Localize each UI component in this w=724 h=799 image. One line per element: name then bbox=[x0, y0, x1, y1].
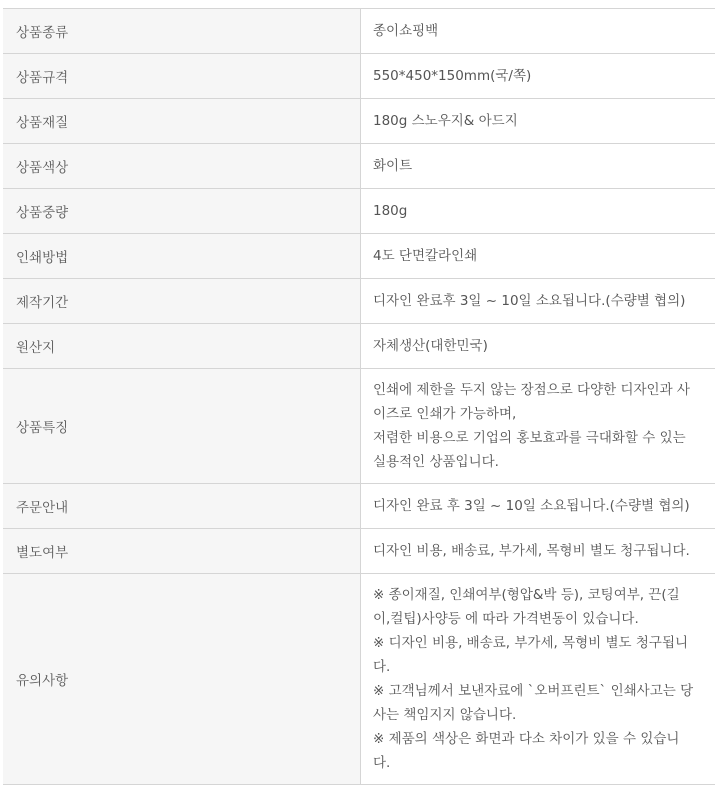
row-value: 180g bbox=[361, 189, 716, 234]
row-value: 180g 스노우지& 아드지 bbox=[361, 99, 716, 144]
table-row bbox=[3, 189, 715, 234]
table-row bbox=[3, 279, 715, 324]
notice-text bbox=[373, 574, 703, 784]
text-line: ※ 제품의 색상은 화면과 다소 차이가 있을 수 있습니 bbox=[373, 731, 680, 747]
text-line: ※ 디자인 비용, 배송료, 부가세, 목형비 별도 청구됩니 bbox=[373, 635, 689, 651]
row-label: 상품특징 bbox=[3, 369, 361, 484]
row-value: 디자인 완료 후 3일 ~ 10일 소요됩니다.(수량별 협의) bbox=[361, 484, 716, 529]
row-value bbox=[361, 369, 716, 484]
row-label: 주문안내 bbox=[3, 484, 361, 529]
table-row bbox=[3, 484, 715, 529]
table-row bbox=[3, 369, 715, 484]
row-label: 상품종류 bbox=[3, 9, 361, 54]
text-line: 인쇄에 제한을 두지 않는 장점으로 다양한 디자인과 사 bbox=[373, 382, 690, 398]
text-line: 다. bbox=[373, 659, 391, 675]
row-value: 550*450*150mm(국/쪽) bbox=[361, 54, 716, 99]
text-line: ※ 종이재질, 인쇄여부(형압&박 등), 코팅여부, 끈(길 bbox=[373, 587, 680, 603]
table-row bbox=[3, 9, 715, 54]
row-label: 원산지 bbox=[3, 324, 361, 369]
text-line: 이,컬팁)사양등 에 따라 가격변동이 있습니다. bbox=[373, 611, 639, 627]
row-value bbox=[361, 574, 716, 785]
table-row bbox=[3, 144, 715, 189]
row-value: 디자인 비용, 배송료, 부가세, 목형비 별도 청구됩니다. bbox=[361, 529, 716, 574]
row-value: 4도 단면칼라인쇄 bbox=[361, 234, 716, 279]
row-label: 인쇄방법 bbox=[3, 234, 361, 279]
row-label: 유의사항 bbox=[3, 574, 361, 785]
table-row bbox=[3, 529, 715, 574]
table-row bbox=[3, 99, 715, 144]
row-label: 상품규격 bbox=[3, 54, 361, 99]
text-line: 저렴한 비용으로 기업의 홍보효과를 극대화할 수 있는 bbox=[373, 430, 686, 446]
row-value: 디자인 완료후 3일 ~ 10일 소요됩니다.(수량별 협의) bbox=[361, 279, 716, 324]
table-row bbox=[3, 574, 715, 785]
table-row bbox=[3, 324, 715, 369]
text-line: 다. bbox=[373, 755, 391, 771]
row-value: 종이쇼핑백 bbox=[361, 9, 716, 54]
row-label: 상품중량 bbox=[3, 189, 361, 234]
row-label: 제작기간 bbox=[3, 279, 361, 324]
feature-text bbox=[373, 369, 703, 483]
row-value: 화이트 bbox=[361, 144, 716, 189]
row-label: 상품재질 bbox=[3, 99, 361, 144]
text-line: ※ 고객님께서 보낸자료에 `오버프린트` 인쇄사고는 당 bbox=[373, 683, 694, 699]
row-label: 상품색상 bbox=[3, 144, 361, 189]
product-spec-table bbox=[3, 8, 715, 785]
table-row bbox=[3, 234, 715, 279]
row-label: 별도여부 bbox=[3, 529, 361, 574]
table-row bbox=[3, 54, 715, 99]
row-value: 자체생산(대한민국) bbox=[361, 324, 716, 369]
text-line: 실용적인 상품입니다. bbox=[373, 454, 499, 470]
text-line: 사는 책임지지 않습니다. bbox=[373, 707, 517, 723]
text-line: 이즈로 인쇄가 가능하며, bbox=[373, 406, 517, 422]
